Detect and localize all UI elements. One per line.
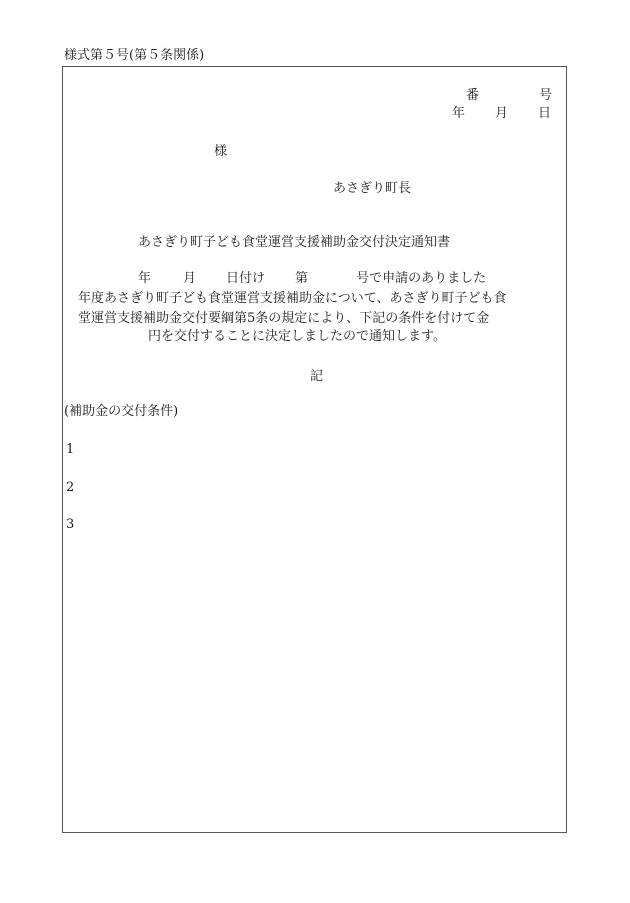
addressee: 様 <box>214 144 228 159</box>
body-line-1 <box>138 271 486 287</box>
sender-name: あさぎり町長 <box>333 181 412 196</box>
document-title: あさぎり町子ども食堂運営支援補助金交付決定通知書 <box>138 235 451 250</box>
body-dated: 日付け <box>226 271 266 286</box>
ki-heading: 記 <box>310 369 324 384</box>
number-label: 番 <box>466 88 480 103</box>
body-rest: 号で申請のありました <box>356 271 487 286</box>
document-frame <box>62 66 567 833</box>
body-line-3: 堂運営支援補助金交付要綱第5条の規定により、下記の条件を付けて金 <box>78 311 490 326</box>
body-no: 第 <box>295 271 309 286</box>
document-date-line <box>452 106 551 122</box>
number-suffix: 号 <box>539 88 553 103</box>
form-number-label: 様式第５号(第５条関係) <box>64 48 205 63</box>
date-month: 月 <box>495 106 509 121</box>
document-number-line <box>466 88 552 104</box>
condition-item: 1 <box>66 442 75 457</box>
body-line-2: 年度あさぎり町子ども食堂運営支援補助金について、あさぎり町子ども食 <box>78 291 507 306</box>
body-line-4: 円を交付することに決定しましたので通知します。 <box>148 329 446 344</box>
conditions-heading: (補助金の交付条件) <box>64 404 179 419</box>
body-month: 月 <box>183 271 197 286</box>
date-day: 日 <box>538 106 552 121</box>
date-year: 年 <box>452 106 466 121</box>
condition-item: 3 <box>66 517 75 532</box>
body-year: 年 <box>138 271 152 286</box>
condition-item: 2 <box>66 480 75 495</box>
